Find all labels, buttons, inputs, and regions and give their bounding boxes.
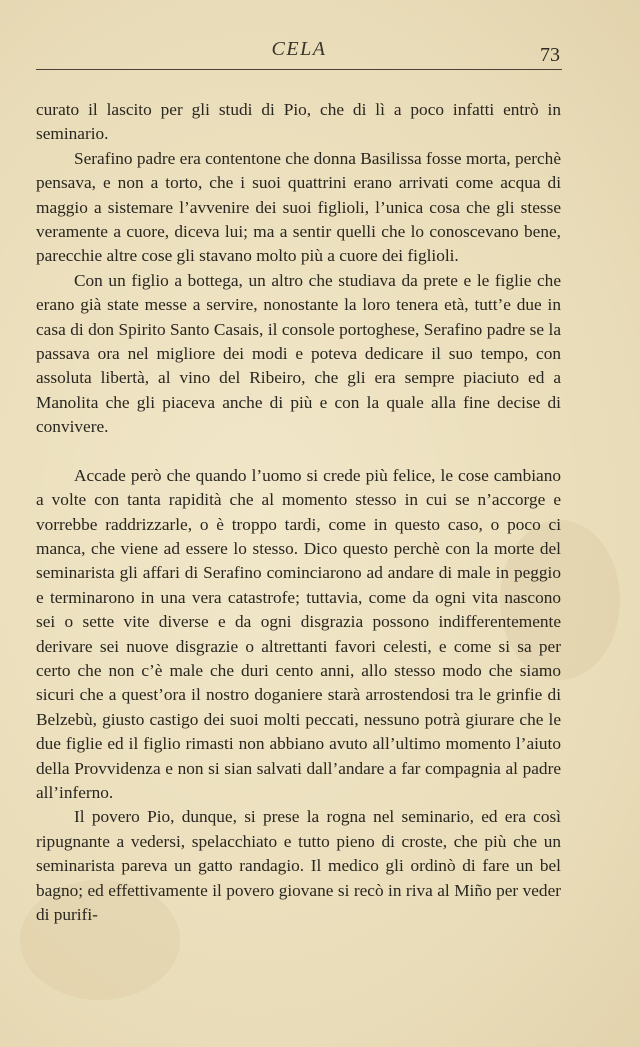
paragraph: curato il lascito per gli studi di Pio, che di lì a poco infatti entrò in seminario. [36, 100, 561, 144]
page-header [36, 36, 562, 72]
page-number: 73 [540, 44, 560, 66]
paragraph: Accade però che quando l’uomo si crede più felice, le cose cambiano a volte con tanta rapidità che al momento stesso in cui se n’accorge e vorrebbe raddrizzarle, o è troppo tardi, come in questo caso, o poco ci manca, che viene ad essere lo stesso. Dico questo perchè con la morte del seminarista gli affari di Serafino cominciarono ad andare di male in peggio e terminarono in una vera catastrofe; tuttavia, come da ogni vita nascono sei o sette vite diverse e da ogni disgrazia possono indifferentemente derivare sei nuove disgrazie o altrettanti favori celesti, e come si sa per certo che non c’è male che duri cento anni, allo stesso modo che siamo sicuri che a quest’ora il nostro doganiere starà arrostendosi tra le grinfie di Belzebù, giusto castigo dei suoi molti peccati, nessuno potrà giurare che le due figlie ed il figlio rimasti non abbiano avuto all’ultimo momento l’aiuto della Provvidenza e non si sian salvati dall’andare a far compagnia al padre all’inferno. [36, 465, 561, 802]
paragraph: Serafino padre era contentone che donna Basilissa fosse morta, perchè pensava, e non a torto, che i suoi quattrini erano arrivati come acqua di maggio a sistemare l’avvenire dei suoi figlioli, l’unica cosa che gli stesse veramente a cuore, diceva lui; ma a sentir quelli che lo conoscevano bene, parecchie altre cose gli stavano molto più a cuore dei figlioli. [36, 148, 561, 266]
paragraph: Il povero Pio, dunque, si prese la rogna nel seminario, ed era così ripugnante a vedersi, spelacchiato e tutto pieno di croste, che più che un seminarista pareva un gatto randagio. Il medico gli ordinò di fare un bel bagno; ed effettivamente il povero giovane si recò in riva al Miño per veder di purifi- [36, 807, 561, 924]
body-text [36, 98, 561, 927]
header-rule [36, 69, 562, 70]
running-title: CELA [271, 38, 327, 60]
paragraph: Con un figlio a bottega, un altro che studiava da prete e le figlie che erano già state messe a servire, nonostante la loro tenera età, tutt’e due in casa di don Spirito Santo Casais, il console portoghese, Serafino padre se la passava ora nel migliore dei modi e poteva dedicare il suo tempo, con assoluta libertà, al vino del Ribeiro, che gli era sempre piaciuto ed a Manolita che gli piaceva anche di più e con la quale alla fine decise di convivere. [36, 270, 561, 437]
